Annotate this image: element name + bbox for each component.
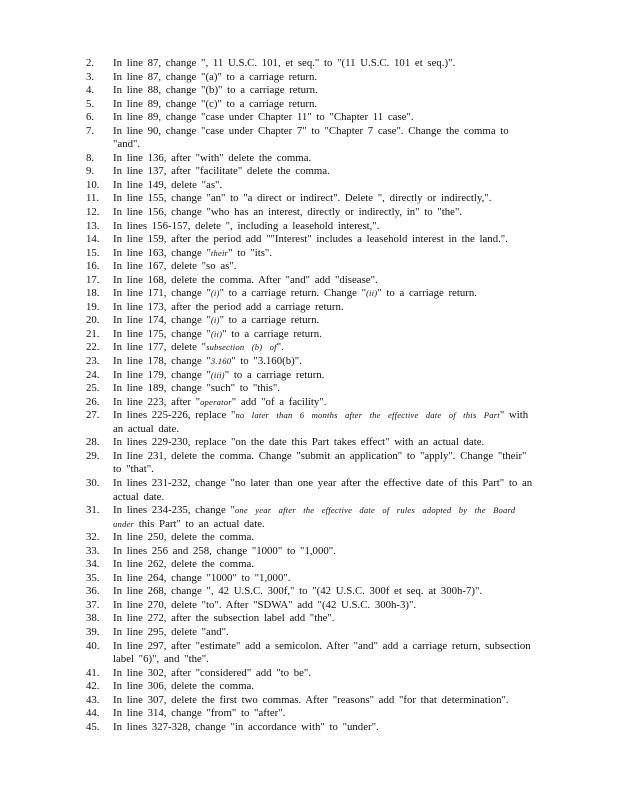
amendment-item <box>86 165 536 179</box>
italic-fragment: subsection (b) of <box>206 342 277 353</box>
text-fragment: In line 137, after "facilitate" delete the comma. <box>113 165 330 178</box>
amendment-item <box>86 341 536 355</box>
text-fragment: In line 295, delete "and". <box>113 625 229 638</box>
text-fragment: In line 297, after "estimate" add a semicolon. After "and" add a carriage return, subsection label "6)", and "the". <box>113 639 531 666</box>
item-text <box>113 260 536 274</box>
text-fragment: In lines 229-230, replace "on the date this Part takes effect" with an actual date. <box>113 436 485 449</box>
italic-fragment: 3.160 <box>210 356 232 367</box>
amendment-item <box>86 667 536 681</box>
item-number: 2. <box>86 57 95 69</box>
amendment-item <box>86 192 536 206</box>
text-fragment: In lines 234-235, change " <box>113 504 235 517</box>
text-fragment: In line 173, after the period add a carriage return. <box>113 300 344 313</box>
text-fragment: " add "of a facility". <box>231 395 327 408</box>
item-number: 5. <box>86 97 95 110</box>
item-text <box>113 152 536 166</box>
item-text <box>113 558 536 572</box>
item-number: 19. <box>86 300 100 313</box>
text-fragment: In line 307, delete the first two commas. After "reasons" add "for that determination". <box>113 693 509 706</box>
item-number: 39. <box>86 625 100 638</box>
amendment-item <box>86 328 536 342</box>
amendment-item <box>86 233 536 247</box>
amendment-item <box>86 57 536 71</box>
italic-fragment: (ii) <box>366 288 378 299</box>
amendment-item <box>86 220 536 234</box>
item-text <box>113 206 536 220</box>
text-fragment: In line 171, change " <box>113 287 211 300</box>
item-number: 25. <box>86 382 100 395</box>
item-text <box>113 450 536 477</box>
item-text <box>113 531 536 545</box>
text-fragment: In line 163, change " <box>113 246 211 259</box>
item-number: 35. <box>86 571 100 584</box>
item-number: 43. <box>86 693 100 706</box>
text-fragment: In line 87, change "(a)" to a carriage return. <box>113 70 318 83</box>
item-number: 28. <box>86 436 100 449</box>
item-text <box>113 125 536 152</box>
item-number: 10. <box>86 178 100 191</box>
amendment-item <box>86 599 536 613</box>
text-fragment: In line 87, change ", 11 U.S.C. 101, et seq." to "(11 U.S.C. 101 et seq.)". <box>113 57 456 69</box>
text-fragment: In line 268, change ", 42 U.S.C. 300f," to "(42 U.S.C. 300f et seq. at 300h-7)". <box>113 585 483 598</box>
italic-fragment: no later than 6 months after the effective date of this Part <box>235 410 500 421</box>
text-fragment: In line 168, delete the comma. After "and" add "disease". <box>113 273 378 286</box>
text-fragment: In line 177, delete " <box>113 341 207 354</box>
item-number: 33. <box>86 544 100 557</box>
text-fragment: In lines 231-232, change "no later than one year after the effective date of this Part" to an actual date. <box>113 476 533 503</box>
text-fragment: In lines 256 and 258, change "1000" to "1,000". <box>113 544 336 557</box>
item-number: 29. <box>86 449 100 462</box>
item-text <box>113 247 536 261</box>
amendment-item <box>86 477 536 504</box>
text-fragment: " to "its". <box>228 246 273 259</box>
item-number: 42. <box>86 680 100 693</box>
item-number: 31. <box>86 504 100 517</box>
italic-fragment: their <box>210 247 229 258</box>
text-fragment: In line 262, delete the comma. <box>113 558 255 571</box>
amendment-item <box>86 694 536 708</box>
amendment-item <box>86 396 536 410</box>
amendment-item <box>86 640 536 667</box>
text-fragment: In line 302, after "considered" add "to be". <box>113 666 312 679</box>
item-number: 38. <box>86 612 100 625</box>
item-number: 3. <box>86 70 95 83</box>
amendment-item <box>86 531 536 545</box>
item-number: 22. <box>86 341 100 354</box>
item-text <box>113 396 536 410</box>
text-fragment: In line 174, change " <box>113 314 211 327</box>
italic-fragment: (i) <box>210 288 220 299</box>
text-fragment: ". <box>276 341 284 354</box>
item-number: 44. <box>86 707 100 720</box>
item-text <box>113 694 536 708</box>
item-number: 21. <box>86 327 100 340</box>
text-fragment: In line 264, change "1000" to "1,000". <box>113 571 291 584</box>
item-number: 8. <box>86 151 95 164</box>
item-text <box>113 328 536 342</box>
item-text <box>113 192 536 206</box>
amendment-item <box>86 436 536 450</box>
amendment-item <box>86 314 536 328</box>
text-fragment: In line 231, delete the comma. Change "submit an application" to "apply". Change "their" to "that". <box>113 449 527 476</box>
text-fragment: In lines 225-226, replace " <box>113 409 236 422</box>
amendment-item <box>86 179 536 193</box>
amendment-item <box>86 572 536 586</box>
text-fragment: " to a carriage return. <box>224 368 325 381</box>
item-number: 23. <box>86 355 100 368</box>
item-text <box>113 220 536 234</box>
item-text <box>113 504 536 531</box>
item-number: 27. <box>86 409 100 422</box>
amendment-item <box>86 206 536 220</box>
item-text <box>113 179 536 193</box>
item-number: 37. <box>86 598 100 611</box>
item-text <box>113 545 536 559</box>
item-number: 18. <box>86 287 100 300</box>
text-fragment: In line 149, delete "as". <box>113 178 223 191</box>
item-number: 32. <box>86 531 100 544</box>
item-text <box>113 721 536 735</box>
item-number: 15. <box>86 246 100 259</box>
amendment-item <box>86 125 536 152</box>
item-number: 6. <box>86 111 95 124</box>
item-text <box>113 355 536 369</box>
item-text <box>113 314 536 328</box>
item-number: 4. <box>86 84 95 97</box>
item-number: 41. <box>86 666 100 679</box>
text-fragment: In line 88, change "(b)" to a carriage return. <box>113 84 318 97</box>
amendment-item <box>86 409 536 436</box>
amendment-item <box>86 612 536 626</box>
amendment-item <box>86 301 536 315</box>
item-number: 7. <box>86 124 95 137</box>
item-text <box>113 572 536 586</box>
text-fragment: In line 314, change "from" to "after". <box>113 707 286 720</box>
item-text <box>113 71 536 85</box>
text-fragment: " to a carriage return. <box>377 287 477 300</box>
text-fragment: In line 178, change " <box>113 355 211 368</box>
item-text <box>113 436 536 450</box>
text-fragment: " to a carriage return. Change " <box>219 287 366 300</box>
item-number: 12. <box>86 206 100 219</box>
text-fragment: " with an actual date. <box>113 409 529 435</box>
item-number: 9. <box>86 165 95 178</box>
item-text <box>113 409 536 436</box>
text-fragment: In line 89, change "case under Chapter 11" to "Chapter 11 case". <box>113 111 414 124</box>
amendment-item <box>86 382 536 396</box>
text-fragment: In line 270, delete "to". After "SDWA" add "(42 U.S.C. 300h-3)". <box>113 598 417 611</box>
text-fragment: " to a carriage return. <box>219 314 320 327</box>
text-fragment: " to "3.160(b)". <box>231 355 302 368</box>
text-fragment: In line 175, change " <box>113 327 211 340</box>
amendment-item <box>86 707 536 721</box>
item-text <box>113 382 536 396</box>
amendment-item <box>86 247 536 261</box>
italic-fragment: (i) <box>210 315 220 326</box>
text-fragment: In line 159, after the period add ""Interest" includes a leasehold interest in the land.". <box>113 233 508 246</box>
item-number: 30. <box>86 476 100 489</box>
item-number: 14. <box>86 233 100 246</box>
text-fragment: In lines 156-157, delete ", including a leasehold interest,". <box>113 219 380 232</box>
amendment-item <box>86 84 536 98</box>
text-fragment: In line 179, change " <box>113 368 211 381</box>
amendment-item <box>86 152 536 166</box>
item-text <box>113 585 536 599</box>
item-text <box>113 287 536 301</box>
item-text <box>113 369 536 383</box>
item-text <box>113 111 536 125</box>
item-text <box>113 640 536 667</box>
item-number: 34. <box>86 558 100 571</box>
amendment-item <box>86 558 536 572</box>
amendment-item <box>86 545 536 559</box>
amendment-item <box>86 626 536 640</box>
item-text <box>113 301 536 315</box>
item-text <box>113 680 536 694</box>
amendment-item <box>86 98 536 112</box>
item-number: 36. <box>86 585 100 598</box>
item-text <box>113 599 536 613</box>
item-text <box>113 233 536 247</box>
text-fragment: In line 156, change "who has an interest, directly or indirectly, in" to "the". <box>113 206 463 219</box>
amendment-item <box>86 71 536 85</box>
item-text <box>113 626 536 640</box>
amendment-item <box>86 680 536 694</box>
item-number: 13. <box>86 219 100 232</box>
item-text <box>113 477 536 504</box>
item-text <box>113 165 536 179</box>
italic-fragment: operator <box>200 396 232 407</box>
amendment-item <box>86 450 536 477</box>
item-text <box>113 57 536 71</box>
item-text <box>113 84 536 98</box>
text-fragment: this Part" to an actual date. <box>134 517 265 530</box>
text-fragment: In line 136, after "with" delete the comma. <box>113 151 312 164</box>
item-number: 17. <box>86 273 100 286</box>
text-fragment: " to a carriage return. <box>222 327 322 340</box>
amendment-item <box>86 504 536 531</box>
item-number: 24. <box>86 368 100 381</box>
amendment-item <box>86 369 536 383</box>
item-number: 16. <box>86 260 100 273</box>
text-fragment: In lines 327-328, change "in accordance with" to "under". <box>113 720 379 733</box>
item-text <box>113 667 536 681</box>
text-fragment: In line 90, change "case under Chapter 7" to "Chapter 7 case". Change the comma to "and". <box>113 124 509 151</box>
item-number: 20. <box>86 314 100 327</box>
amendment-item <box>86 585 536 599</box>
text-fragment: In line 306, delete the comma. <box>113 680 255 693</box>
amendment-item <box>86 721 536 735</box>
item-number: 26. <box>86 395 100 408</box>
amendment-item <box>86 274 536 288</box>
italic-fragment: (iii) <box>210 369 225 380</box>
italic-fragment: (ii) <box>210 328 223 339</box>
text-fragment: In line 272, after the subsection label add "the". <box>113 612 335 625</box>
item-text <box>113 98 536 112</box>
item-number: 11. <box>86 192 100 205</box>
item-number: 45. <box>86 720 100 733</box>
amendment-item <box>86 260 536 274</box>
text-fragment: In line 167, delete "so as". <box>113 260 237 273</box>
italic-fragment: one year after the effective date of rules adopted by the Board under <box>113 505 516 529</box>
text-fragment: In line 223, after " <box>113 395 201 408</box>
text-fragment: In line 250, delete the comma. <box>113 531 255 544</box>
item-text <box>113 707 536 721</box>
item-text <box>113 341 536 355</box>
amendment-item <box>86 355 536 369</box>
amendment-list <box>86 57 536 734</box>
amendment-item <box>86 287 536 301</box>
amendment-item <box>86 111 536 125</box>
item-text <box>113 612 536 626</box>
item-number: 40. <box>86 639 100 652</box>
item-text <box>113 274 536 288</box>
text-fragment: In line 89, change "(c)" to a carriage return. <box>113 97 318 110</box>
text-fragment: In line 189, change "such" to "this". <box>113 382 280 395</box>
text-fragment: In line 155, change "an" to "a direct or indirect". Delete ", directly or indirectly,". <box>113 192 492 205</box>
